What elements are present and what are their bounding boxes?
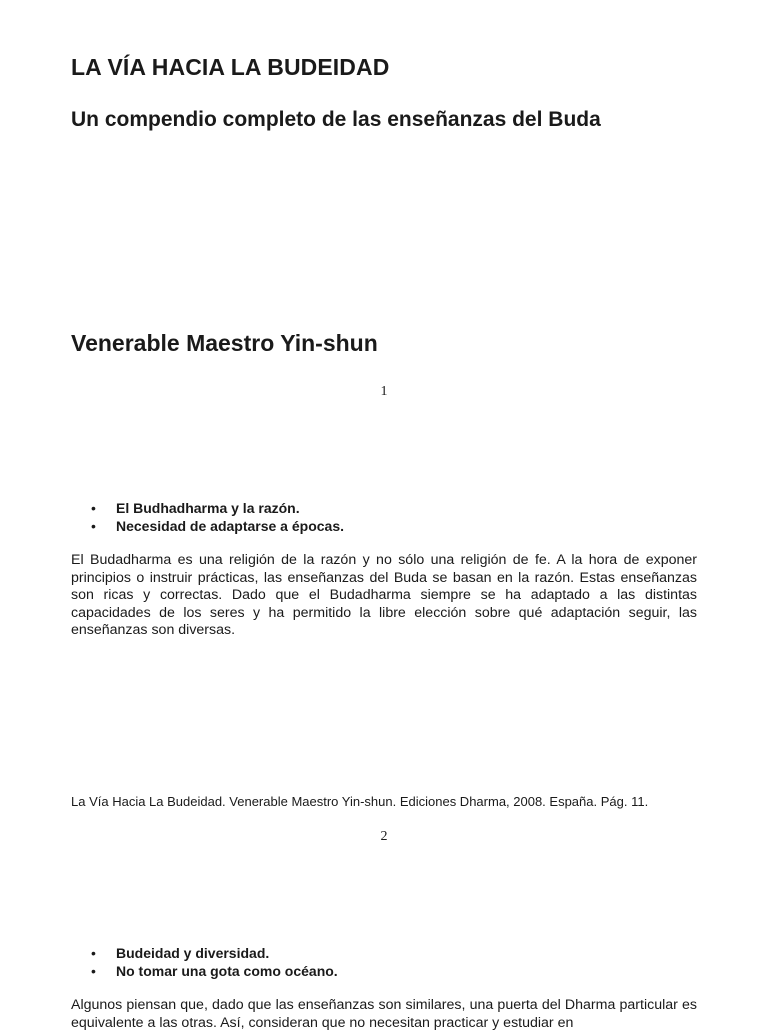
bullet-item: • No tomar una gota como océano. xyxy=(71,962,338,980)
bullet-item: • Budeidad y diversidad. xyxy=(71,944,338,962)
page-number: 2 xyxy=(380,829,388,844)
document-subtitle: Un compendio completo de las enseñanzas del Buda xyxy=(71,108,601,131)
bullet-item: • Necesidad de adaptarse a épocas. xyxy=(71,517,344,535)
bullet-item: • El Budhadharma y la razón. xyxy=(71,499,344,517)
body-paragraph: Algunos piensan que, dado que las enseñanzas son similares, una puerta del Dharma particular es equivalente a las otras. Así, consideran que no necesitan practicar y estudiar en xyxy=(71,997,697,1031)
citation: La Vía Hacia La Budeidad. Venerable Maestro Yin-shun. Ediciones Dharma, 2008. España. Pág. 11. xyxy=(71,794,649,809)
bullet-list xyxy=(71,944,338,980)
page-number: 1 xyxy=(380,384,388,399)
bullet-list xyxy=(71,499,344,535)
body-paragraph: El Budadharma es una religión de la razón y no sólo una religión de fe. A la hora de exponer principios o instruir prácticas, las enseñanzas del Buda se basan en la razón. Estas enseñanzas son ricas y correctas. Dado que el Budadharma siempre se ha adaptado a las distintas capacidades de los seres y ha permitido la libre elección sobre qué adaptación seguir, las enseñanzas son diversas. xyxy=(71,552,697,638)
document-title: LA VÍA HACIA LA BUDEIDAD xyxy=(71,54,390,80)
author-name: Venerable Maestro Yin-shun xyxy=(71,330,378,356)
